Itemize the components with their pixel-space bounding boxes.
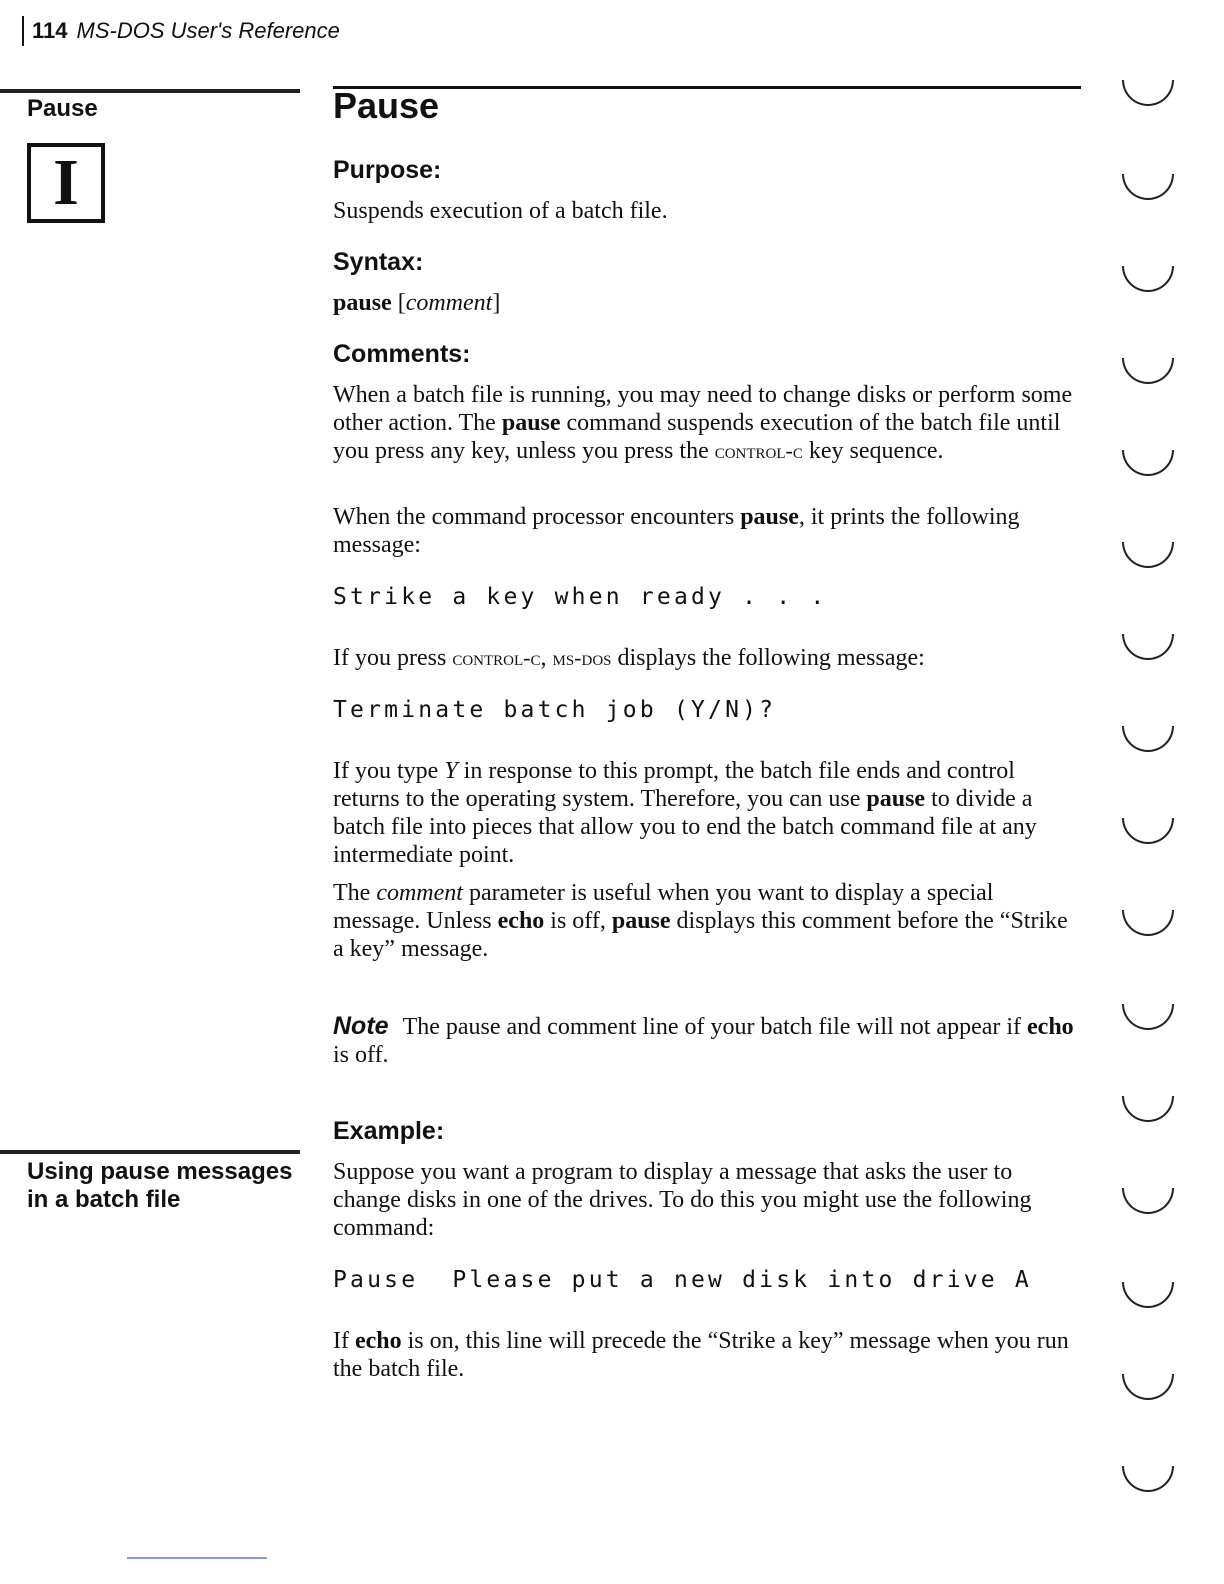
- binding-hole: [1122, 726, 1174, 752]
- keyword-pause: pause: [611, 908, 671, 934]
- keyword-pause: pause: [740, 504, 799, 530]
- purpose-text: Suspends execution of a batch file.: [333, 198, 668, 224]
- text-run: command suspends execution of the batch file until you press any key, unless you press the: [333, 410, 1061, 464]
- comments-paragraph-5: [333, 879, 1078, 963]
- key-control-c: control-c: [714, 438, 803, 463]
- running-header: [22, 16, 340, 46]
- key-control-c: control-c: [452, 645, 541, 670]
- binding-hole: [1122, 818, 1174, 844]
- key-y: Y: [444, 758, 458, 784]
- text-run: ,: [540, 645, 553, 671]
- text-run: key sequence.: [802, 438, 944, 464]
- syntax-line: [333, 289, 1078, 317]
- binding-hole: [1122, 450, 1174, 476]
- note-paragraph: [333, 1012, 1078, 1069]
- code-example-command: Pause Please put a new disk into drive A: [333, 1267, 1032, 1293]
- book-title: MS-DOS User's Reference: [76, 18, 340, 43]
- text-run: If you type: [333, 758, 445, 784]
- binding-hole: [1122, 542, 1174, 568]
- syntax-open-bracket: [: [397, 290, 406, 316]
- binding-hole: [1122, 1282, 1174, 1308]
- note-label: Note: [333, 1012, 389, 1040]
- text-run: in response to this prompt, the batch file ends and control returns to the operating system. Therefore, you can use: [333, 758, 1015, 812]
- text-run: When the command processor encounters: [333, 504, 741, 530]
- comments-heading: Comments:: [333, 340, 471, 368]
- keyword-echo: echo: [1027, 1014, 1074, 1040]
- binding-hole: [1122, 910, 1174, 936]
- page-title: Pause: [333, 85, 440, 126]
- binding-hole: [1122, 1374, 1174, 1400]
- syntax-command: pause: [333, 290, 392, 316]
- binding-hole: [1122, 1004, 1174, 1030]
- text-run: to divide a batch file into pieces that allow you to end the batch command file at any intermediate point.: [333, 786, 1037, 868]
- purpose-heading: Purpose:: [333, 156, 442, 184]
- comments-paragraph-2: [333, 503, 1078, 559]
- keyword-echo: echo: [354, 1328, 402, 1354]
- sidebar-section-heading: Pause: [27, 95, 98, 122]
- keyword-pause: pause: [866, 786, 926, 812]
- syntax-heading: Syntax:: [333, 248, 424, 276]
- code-terminate-message: Terminate batch job (Y/N)?: [333, 697, 777, 723]
- keyword-pause: pause: [501, 410, 561, 436]
- main-title-rule: [333, 86, 1081, 89]
- syntax-param: comment: [405, 290, 493, 316]
- binding-hole: [1122, 174, 1174, 200]
- example-paragraph-2: [333, 1327, 1078, 1383]
- ms-dos-name: ms-dos: [552, 645, 612, 670]
- text-run: is off.: [333, 1042, 389, 1068]
- text-run: The pause and comment line of your batch file will not appear if: [402, 1014, 1028, 1040]
- comments-paragraph-3: [333, 644, 1078, 672]
- binding-hole: [1122, 1188, 1174, 1214]
- keyword-echo: echo: [497, 908, 545, 934]
- text-run: When a batch file is running, you may need to change disks or perform some other action. The: [333, 382, 1073, 436]
- binding-hole: [1122, 1466, 1174, 1492]
- text-run: is off,: [544, 908, 612, 934]
- syntax-close-bracket: ]: [492, 290, 501, 316]
- bottom-scan-mark: [127, 1557, 267, 1559]
- text-run: displays the following message:: [611, 645, 925, 671]
- binding-hole: [1122, 1096, 1174, 1122]
- code-strike-message: Strike a key when ready . . .: [333, 584, 828, 610]
- example-paragraph-1: Suppose you want a program to display a message that asks the user to change disks in one of the drives. To do this you might use the following command:: [333, 1159, 1032, 1241]
- sidebar-example-heading: Using pause messages in a batch file: [27, 1158, 293, 1213]
- text-run: If you press: [333, 645, 453, 671]
- binding-hole: [1122, 80, 1174, 106]
- binding-hole: [1122, 266, 1174, 292]
- header-bar: [22, 16, 24, 46]
- text-run: The: [333, 880, 377, 906]
- comments-paragraph-1: [333, 381, 1078, 465]
- page-number: 114: [32, 18, 68, 43]
- text-run: parameter is useful when you want to display a special message. Unless: [333, 880, 994, 934]
- example-heading: Example:: [333, 1117, 445, 1145]
- text-run: If: [333, 1328, 355, 1354]
- sidebar-rule-example: [0, 1150, 300, 1154]
- sidebar-rule-top: [0, 89, 300, 93]
- comments-paragraph-4: [333, 757, 1078, 869]
- binding-hole: [1122, 634, 1174, 660]
- param-comment: comment: [376, 880, 463, 906]
- text-run: , it prints the following message:: [333, 504, 1020, 558]
- text-run: is on, this line will precede the “Strike a key” message when you run the batch file.: [333, 1328, 1069, 1382]
- section-tab-marker: I: [27, 143, 105, 223]
- binding-hole: [1122, 358, 1174, 384]
- text-run: displays this comment before the “Strike a key” message.: [333, 908, 1068, 962]
